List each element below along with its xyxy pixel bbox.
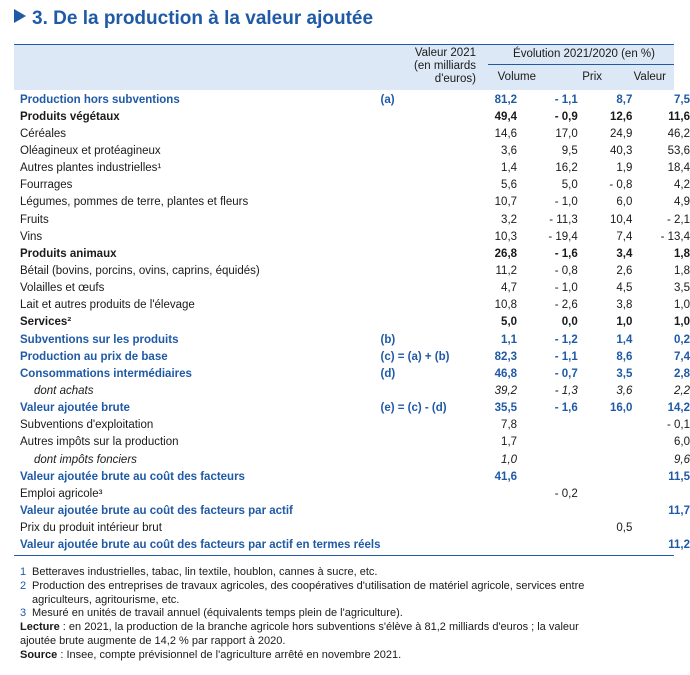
cell-label: Légumes, pommes de terre, plantes et fleurs (20, 196, 249, 209)
cell-valeur: 2,8 (674, 367, 690, 380)
cell-valeur: 1,0 (674, 299, 690, 312)
cell-valeur (632, 520, 690, 537)
cell-volume: - 11,3 (549, 213, 578, 226)
header-top-rule (14, 44, 674, 45)
cell-label: Valeur ajoutée brute au coût des facteurs par actif en termes réels (20, 539, 381, 552)
cell-volume (517, 468, 578, 485)
cell-volume: - 1,0 (554, 196, 578, 209)
cell-valeur: 0,2 (674, 333, 690, 346)
cell-v2021: 46,8 (494, 367, 518, 380)
cell-valeur: 53,6 (667, 144, 690, 157)
cell-valeur: 1,8 (674, 247, 690, 260)
cell-label: Subventions d'exploitation (20, 419, 154, 432)
cell-label: Vins (20, 230, 43, 243)
cell-label: Subventions sur les produits (20, 333, 179, 346)
table-row (20, 451, 690, 468)
footnote-3: 3 Mesuré en unités de travail annuel (équivalents temps plein de l'agriculture). (20, 607, 403, 620)
source-note: Source : Insee, compte prévisionnel de l'agriculture arrêté en novembre 2021. (20, 648, 402, 661)
footnote-2-continued: agriculteurs, agritourisme, etc. (32, 593, 180, 606)
cell-v2021: 10,3 (494, 230, 518, 243)
cell-v2021 (452, 520, 517, 537)
cell-ref: (d) (380, 367, 396, 380)
cell-volume: - 19,4 (548, 230, 578, 243)
cell-ref (380, 468, 451, 485)
table-row (20, 417, 690, 434)
cell-v2021 (452, 502, 517, 519)
cell-ref (380, 502, 451, 519)
cell-label: Lait et autres produits de l'élevage (20, 299, 195, 312)
table-title-text: 3. De la production à la valeur ajoutée (32, 8, 374, 29)
cell-valeur: - 13,4 (660, 230, 690, 243)
cell-v2021: 4,7 (501, 282, 518, 295)
cell-ref (380, 142, 451, 159)
cell-v2021: 82,3 (494, 350, 518, 363)
cell-valeur: 7,5 (674, 93, 690, 106)
cell-prix (578, 485, 633, 502)
cell-ref: (b) (380, 333, 396, 346)
cell-valeur: 9,6 (674, 453, 690, 466)
cell-volume: 0,0 (561, 316, 578, 329)
cell-prix: 2,6 (616, 264, 633, 277)
cell-v2021: 7,8 (501, 419, 518, 432)
cell-label: Autres plantes industrielles¹ (20, 162, 162, 175)
cell-prix: 3,5 (616, 367, 633, 380)
cell-v2021: 26,8 (494, 247, 518, 260)
cell-label: Consommations intermédiaires (20, 367, 192, 380)
cell-prix: 7,4 (616, 230, 633, 243)
cell-v2021: 5,6 (501, 179, 518, 192)
cell-prix: 16,0 (609, 402, 633, 415)
cell-prix: 6,0 (616, 196, 633, 209)
table-row (20, 142, 690, 159)
cell-prix (578, 451, 633, 468)
cell-v2021: 10,8 (494, 299, 518, 312)
cell-ref (380, 297, 451, 314)
cell-prix: 1,0 (616, 316, 633, 329)
data-table-body (20, 91, 690, 554)
cell-v2021: 41,6 (494, 470, 518, 483)
cell-v2021: 1,7 (501, 436, 518, 449)
cell-prix: 8,7 (616, 93, 633, 106)
table-row (20, 382, 690, 399)
cell-v2021: 35,5 (494, 402, 518, 415)
cell-v2021: 5,0 (501, 316, 518, 329)
cell-ref (380, 280, 451, 297)
cell-label: Volailles et œufs (20, 282, 105, 295)
cell-v2021: 49,4 (494, 110, 518, 123)
cell-ref (380, 160, 451, 177)
footnote-1: 1 Betteraves industrielles, tabac, lin textile, houblon, cannes à sucre, etc. (20, 566, 378, 578)
table-title (14, 8, 373, 30)
table-row (20, 434, 690, 451)
cell-prix: 1,9 (616, 162, 633, 175)
cell-volume: - 1,0 (554, 282, 578, 295)
cell-volume: 17,0 (555, 127, 578, 140)
cell-valeur: 11,7 (668, 504, 690, 517)
table-row (20, 400, 690, 417)
cell-v2021: 11,2 (495, 264, 518, 277)
cell-label: Production hors subventions (20, 93, 180, 106)
footnote-2: 2 Production des entreprises de travaux agricoles, des coopératives d'utilisation de matériel agricole, services entre (20, 579, 585, 592)
data-table (20, 91, 690, 554)
cell-valeur: - 0,1 (666, 419, 690, 432)
cell-volume (517, 434, 578, 451)
header-valeur-2021 (398, 47, 476, 86)
cell-prix: 3,8 (616, 299, 633, 312)
header-evolution-rule (488, 64, 674, 65)
cell-label: Prix du produit intérieur brut (20, 522, 162, 535)
cell-label: Bétail (bovins, porcins, ovins, caprins, équidés) (20, 264, 260, 277)
cell-prix (578, 537, 633, 554)
cell-v2021: 1,1 (501, 333, 518, 346)
cell-valeur: 11,5 (668, 470, 690, 483)
cell-volume: - 0,7 (554, 367, 578, 380)
cell-volume: - 1,2 (554, 333, 578, 346)
cell-label: Valeur ajoutée brute (20, 402, 130, 415)
cell-ref (380, 537, 451, 554)
cell-volume (517, 502, 578, 519)
table-row (20, 365, 690, 382)
cell-volume: - 0,2 (554, 487, 578, 500)
cell-label: Valeur ajoutée brute au coût des facteurs par actif (20, 504, 293, 517)
cell-label: Fourrages (20, 179, 73, 192)
header-valeur-line2: (en milliards (414, 60, 476, 72)
table-row (20, 245, 690, 262)
header-evolution: Évolution 2021/2020 (en %) (513, 48, 655, 60)
cell-valeur (632, 485, 690, 502)
cell-prix: 0,5 (616, 522, 633, 535)
cell-ref (380, 382, 451, 399)
footnotes (20, 566, 675, 663)
table-row (20, 262, 690, 279)
cell-volume: - 0,8 (554, 264, 578, 277)
table-row (20, 485, 690, 502)
cell-ref (380, 314, 451, 331)
cell-prix: 10,4 (609, 213, 633, 226)
cell-ref (380, 177, 451, 194)
cell-volume (517, 417, 578, 434)
cell-ref (380, 262, 451, 279)
cell-label: dont impôts fonciers (34, 453, 137, 466)
cell-volume: 16,2 (555, 162, 578, 175)
cell-prix: 3,6 (616, 384, 633, 397)
cell-volume (517, 537, 578, 554)
table-row (20, 520, 690, 537)
cell-valeur: 7,4 (674, 350, 690, 363)
table-bottom-rule (14, 555, 674, 556)
cell-v2021: 1,0 (501, 453, 518, 466)
header-valeur-line1: Valeur 2021 (414, 47, 476, 59)
cell-v2021 (452, 537, 517, 554)
table-row (20, 194, 690, 211)
cell-prix (578, 502, 633, 519)
table-row (20, 468, 690, 485)
cell-v2021: 1,4 (501, 162, 518, 175)
cell-ref (380, 211, 451, 228)
cell-v2021: 10,7 (494, 196, 518, 209)
cell-ref: (a) (380, 93, 395, 106)
cell-prix (578, 434, 633, 451)
cell-volume: - 1,1 (554, 93, 578, 106)
header-valeur-line3: d'euros) (434, 73, 476, 85)
cell-valeur: 11,2 (668, 539, 690, 552)
cell-label: Services² (20, 316, 72, 329)
lecture-note: Lecture : en 2021, la production de la branche agricole hors subventions s'élève à 81,2 milliards d'euros ; la valeur (20, 621, 579, 634)
cell-valeur: 2,2 (674, 384, 690, 397)
lecture-note-continued: ajoutée brute augmente de 14,2 % par rapport à 2020. (20, 634, 286, 647)
table-row (20, 280, 690, 297)
cell-label: Autres impôts sur la production (20, 436, 179, 449)
cell-v2021: 3,6 (501, 144, 518, 157)
cell-valeur: 1,8 (674, 264, 690, 277)
cell-ref (380, 125, 451, 142)
cell-prix: 24,9 (609, 127, 633, 140)
cell-label: Oléagineux et protéagineux (20, 144, 161, 157)
cell-prix: 8,6 (616, 350, 633, 363)
cell-label: Produits animaux (20, 247, 117, 260)
table-row (20, 228, 690, 245)
table-row (20, 125, 690, 142)
table-row (20, 537, 690, 554)
cell-valeur: - 2,1 (666, 213, 690, 226)
cell-prix: - 0,8 (609, 179, 633, 192)
cell-ref (380, 520, 451, 537)
table-row (20, 177, 690, 194)
cell-valeur: 11,6 (668, 110, 690, 123)
cell-v2021: 81,2 (494, 93, 518, 106)
cell-ref (380, 485, 451, 502)
table-row (20, 348, 690, 365)
cell-ref (380, 245, 451, 262)
cell-prix: 3,4 (616, 247, 633, 260)
cell-ref (380, 417, 451, 434)
cell-prix: 40,3 (609, 144, 633, 157)
cell-ref: (c) = (a) + (b) (380, 350, 450, 363)
cell-ref (380, 434, 451, 451)
cell-ref (380, 451, 451, 468)
cell-volume: - 1,3 (554, 384, 578, 397)
cell-v2021 (452, 485, 517, 502)
cell-valeur: 3,5 (674, 282, 690, 295)
cell-volume: - 1,1 (554, 350, 578, 363)
cell-volume: - 0,9 (554, 110, 578, 123)
cell-volume: - 1,6 (554, 402, 578, 415)
cell-valeur: 4,9 (674, 196, 690, 209)
cell-valeur: 18,4 (667, 162, 690, 175)
cell-prix: 1,4 (616, 333, 633, 346)
cell-label: Produits végétaux (20, 110, 120, 123)
table-row (20, 91, 690, 108)
cell-ref (380, 228, 451, 245)
cell-v2021: 14,6 (494, 127, 518, 140)
header-prix: Prix (582, 71, 602, 83)
cell-label: dont achats (34, 384, 94, 397)
cell-ref (380, 194, 451, 211)
cell-ref (380, 108, 451, 125)
cell-volume (517, 520, 578, 537)
table-row (20, 331, 690, 348)
cell-label: Production au prix de base (20, 350, 168, 363)
cell-ref: (e) = (c) - (d) (380, 402, 447, 415)
cell-label: Fruits (20, 213, 49, 226)
cell-label: Valeur ajoutée brute au coût des facteurs (20, 470, 245, 483)
cell-label: Emploi agricole³ (20, 487, 103, 500)
triangle-bullet-icon (14, 9, 26, 23)
cell-valeur: 6,0 (674, 436, 690, 449)
cell-label: Céréales (20, 127, 67, 140)
cell-prix (578, 417, 633, 434)
cell-v2021: 39,2 (494, 384, 518, 397)
cell-volume: 9,5 (561, 144, 578, 157)
cell-valeur: 1,0 (674, 316, 690, 329)
cell-prix (578, 468, 633, 485)
cell-valeur: 4,2 (674, 179, 690, 192)
table-row (20, 314, 690, 331)
cell-valeur: 14,2 (667, 402, 690, 415)
table-row (20, 211, 690, 228)
cell-volume: - 2,6 (554, 299, 578, 312)
table-row (20, 108, 690, 125)
table-row (20, 160, 690, 177)
table-row (20, 297, 690, 314)
cell-prix: 4,5 (616, 282, 633, 295)
cell-volume (517, 451, 578, 468)
cell-volume: - 1,6 (554, 247, 578, 260)
header-volume: Volume (497, 71, 536, 83)
header-valeur: Valeur (633, 71, 666, 83)
cell-v2021: 3,2 (501, 213, 518, 226)
cell-valeur: 46,2 (667, 127, 690, 140)
table-row (20, 502, 690, 519)
cell-prix: 12,6 (609, 110, 633, 123)
cell-volume: 5,0 (561, 179, 578, 192)
